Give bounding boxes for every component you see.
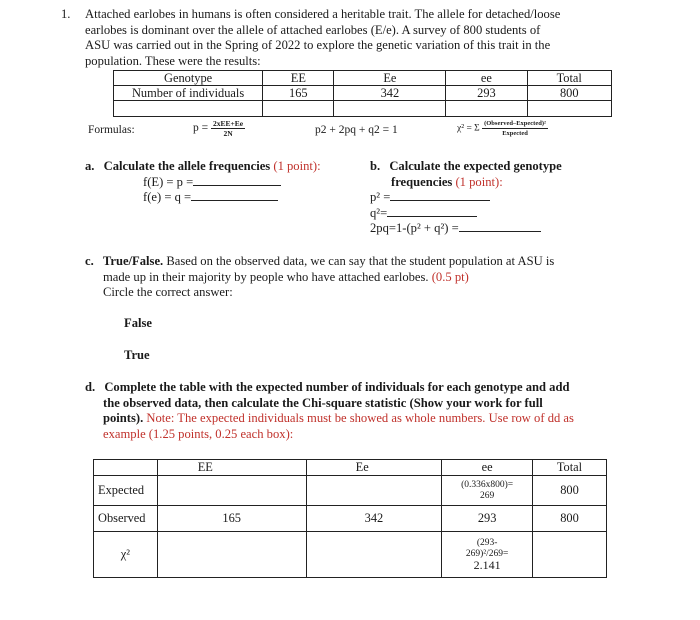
answer-blank[interactable]	[191, 190, 278, 201]
table-header: ee	[442, 460, 533, 476]
part-title: Calculate the allele frequencies	[103, 159, 271, 173]
question-text-line: population. These were the results:	[85, 53, 261, 68]
row-label: Observed	[94, 506, 158, 532]
table-header: Total	[527, 71, 612, 86]
part-title: Calculate the expected genotype	[389, 159, 562, 173]
part-letter: c.	[85, 254, 94, 268]
formula-denominator: Expected	[502, 130, 528, 137]
table-header-row	[114, 71, 612, 86]
table-cell: Number of individuals	[114, 86, 263, 101]
table-cell: 165	[157, 506, 306, 532]
empty-cell[interactable]	[446, 101, 527, 117]
question-text-line: Attached earlobes in humans is often considered a heritable trait. The allele for detached/loose	[85, 7, 561, 21]
cell-line: 269	[479, 490, 495, 501]
empty-cell[interactable]	[334, 101, 446, 117]
part-letter: d.	[85, 380, 96, 394]
part-b	[370, 159, 562, 237]
part-d	[85, 380, 625, 442]
question-text-line: ASU was carried out in the Spring of 2022 to explore the genetic variation of this trait in the	[85, 38, 551, 53]
answer-blank[interactable]	[459, 221, 541, 232]
part-points: (1 point):	[455, 174, 503, 189]
results-table	[113, 70, 612, 117]
input-cell-expected-ee-het[interactable]	[306, 476, 442, 506]
expected-ee-cell	[442, 476, 533, 506]
answer-label: p² =	[370, 190, 391, 205]
empty-cell[interactable]	[114, 101, 263, 117]
table-cell: 165	[263, 86, 334, 101]
table-cell: 800	[532, 506, 606, 532]
row-label: Expected	[94, 476, 158, 506]
table-header: Genotype	[114, 71, 263, 86]
input-cell-expected-ee-dom[interactable]	[157, 476, 306, 506]
part-letter: b.	[370, 159, 381, 173]
table-cell: 800	[527, 86, 612, 101]
cell-line: (0.336x800)=	[461, 479, 514, 490]
cell-line: 2.141	[473, 558, 501, 572]
formula-numerator: (Observed–Expected)²	[484, 120, 546, 127]
input-cell-chi-ee-dom[interactable]	[157, 532, 306, 578]
formula-lhs: χ² = Σ	[457, 123, 480, 134]
formula-fraction	[482, 119, 548, 138]
table-header-row	[94, 460, 607, 476]
part-points: (1 point):	[273, 159, 321, 173]
part-note: Note: The expected individuals must be showed as whole numbers. Use row of dd as	[146, 411, 574, 426]
part-text: Complete the table with the expected number of individuals for each genotype and add	[104, 380, 570, 394]
formula-lhs: p =	[193, 122, 209, 135]
part-letter: a.	[85, 159, 95, 173]
table-cell: 800	[532, 476, 606, 506]
part-text: Circle the correct answer:	[103, 285, 233, 300]
answer-blank[interactable]	[387, 206, 477, 217]
table-cell: 342	[306, 506, 442, 532]
chi-ee-cell	[442, 532, 533, 578]
part-c	[85, 254, 625, 301]
table-header: Ee	[334, 71, 446, 86]
hardy-weinberg-formula: p2 + 2pq + q2 = 1	[315, 124, 398, 136]
question-1	[61, 7, 625, 69]
allele-frequency-formula	[193, 119, 245, 138]
formulas-label: Formulas:	[88, 124, 135, 136]
option-true[interactable]: True	[124, 348, 150, 362]
table-row-expected	[94, 476, 607, 506]
table-header: EE	[263, 71, 334, 86]
part-title: True/False.	[102, 254, 164, 268]
part-text: made up in their majority by people who have attached earlobes.	[103, 269, 429, 284]
answer-blank[interactable]	[390, 190, 490, 201]
table-row-observed	[94, 506, 607, 532]
option-false[interactable]: False	[124, 316, 152, 330]
part-note: example (1.25 points, 0.25 each box):	[103, 426, 294, 441]
table-header: Ee	[306, 460, 442, 476]
answer-label: q²=	[370, 205, 388, 220]
table-header: Total	[532, 460, 606, 476]
input-cell-chi-total[interactable]	[532, 532, 606, 578]
cell-line: 269)²/269=	[465, 549, 509, 559]
table-cell: 342	[334, 86, 446, 101]
table-header: EE	[157, 460, 306, 476]
question-text-line: earlobes is dominant over the allele of attached earlobes (E/e). A survey of 800 students of	[85, 22, 541, 37]
part-title: frequencies	[391, 174, 453, 189]
empty-cell[interactable]	[527, 101, 612, 117]
empty-cell[interactable]	[263, 101, 334, 117]
formula-denominator: 2N	[223, 129, 233, 138]
part-points: (0.5 pt)	[431, 269, 469, 284]
table-row	[114, 86, 612, 101]
answer-blank[interactable]	[193, 175, 281, 186]
formula-numerator: 2xEE+Ee	[213, 119, 244, 128]
table-header	[94, 460, 158, 476]
cell-line: (293-	[476, 538, 498, 548]
table-row-empty	[114, 101, 612, 117]
table-row-chi	[94, 532, 607, 578]
input-cell-chi-ee-het[interactable]	[306, 532, 442, 578]
row-label: χ²	[94, 532, 158, 578]
part-text: the observed data, then calculate the Chi-square statistic (Show your work for full	[103, 395, 543, 410]
answer-label: f(E) = p =	[143, 174, 194, 189]
part-text: Based on the observed data, we can say that the student population at ASU is	[166, 254, 555, 268]
table-cell: 293	[446, 86, 527, 101]
answer-label: f(e) = q =	[143, 190, 192, 205]
part-a	[85, 159, 321, 206]
chi-square-formula	[457, 119, 548, 138]
chi-square-table	[93, 459, 607, 578]
table-header: ee	[446, 71, 527, 86]
answer-label: 2pq=1-(p² + q²) =	[370, 221, 459, 236]
question-number: 1.	[61, 7, 71, 21]
part-text: points).	[103, 411, 144, 426]
table-cell: 293	[442, 506, 533, 532]
formula-fraction	[211, 119, 245, 138]
